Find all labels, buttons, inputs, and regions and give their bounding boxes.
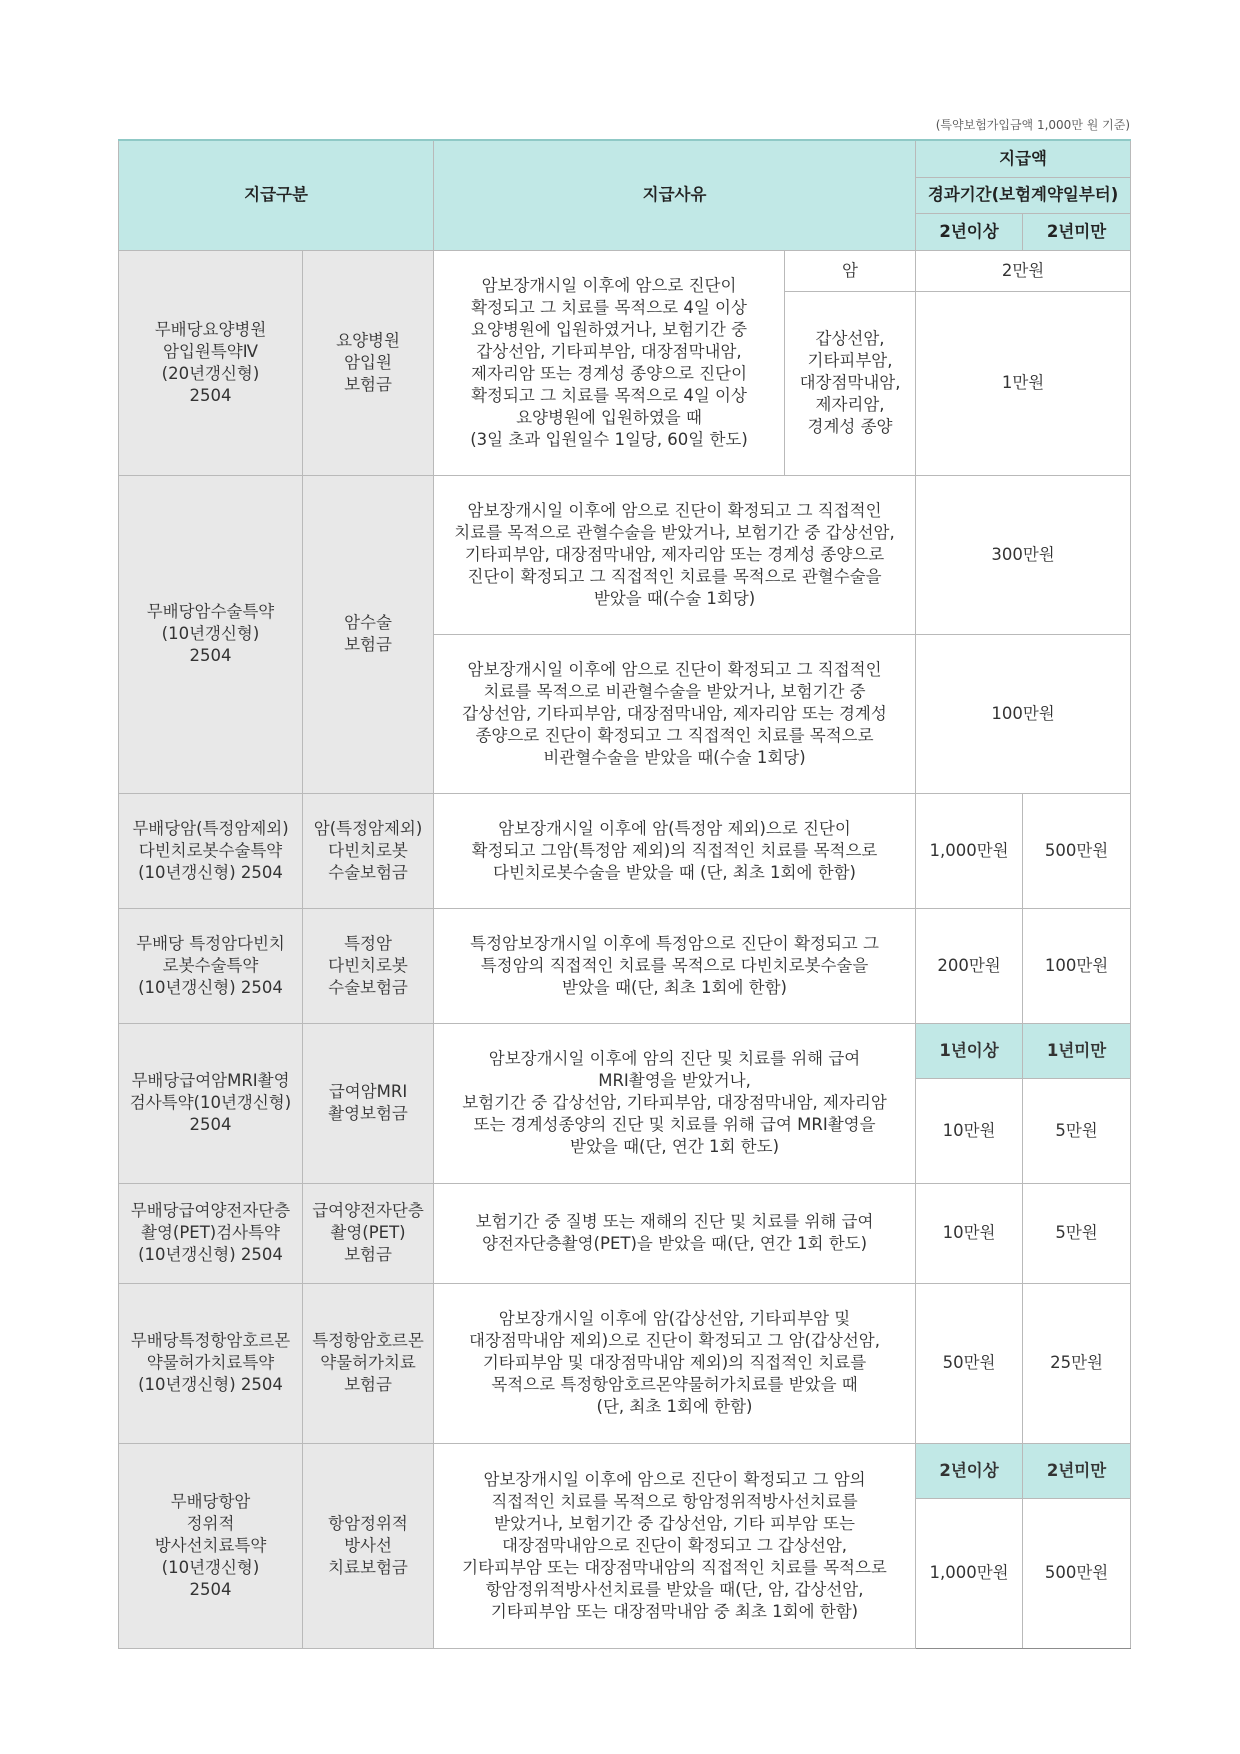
text-line: 무배당암수술특약 — [146, 602, 275, 621]
text-line: 특정암보장개시일 이후에 특정암으로 진단이 확정되고 그 — [470, 933, 879, 953]
payment-reason — [434, 908, 916, 1023]
text-line: 검사특약(10년갱신형) — [129, 1093, 292, 1112]
text-line: 약물허가치료특약 — [146, 1353, 275, 1372]
footnote-basis: (특약보험가입금액 1,000만 원 기준) — [935, 118, 1130, 132]
text-line: 다빈치로봇수술을 받았을 때 (단, 최초 1회에 한함) — [493, 862, 856, 882]
table-row — [119, 250, 1131, 291]
text-line: 촬영(PET) — [330, 1223, 406, 1242]
text-line: 암보장개시일 이후에 암으로 진단이 확정되고 그 암의 — [483, 1469, 866, 1489]
text-line: 무배당급여암MRI촬영 — [131, 1071, 290, 1090]
text-line: (20년갱신형) — [161, 363, 260, 383]
rider-name — [119, 793, 303, 908]
text-line: 항암정위적 — [328, 1513, 408, 1533]
text-line: 2504 — [189, 646, 232, 665]
text-line: 양전자단층촬영(PET)을 받았을 때(단, 연간 1회 한도) — [481, 1234, 868, 1253]
text-line: 암보장개시일 이후에 암으로 진단이 확정되고 그 직접적인 — [467, 500, 882, 520]
text-line: MRI촬영을 받았거나, — [598, 1071, 751, 1090]
text-line: 방사선치료특약 — [154, 1535, 267, 1555]
text-line: 갑상선암, 기타피부암, 대장점막내암, 제자리암 또는 경계성 — [462, 703, 887, 723]
header-period: 경과기간(보험계약일부터) — [916, 177, 1131, 213]
text-line: 특정항암호르몬 — [312, 1331, 424, 1350]
payment-amount: 1만원 — [916, 291, 1131, 475]
header-category: 지급구분 — [119, 140, 434, 250]
text-line: 또는 경계성종양의 진단 및 치료를 위해 급여 MRI촬영을 — [473, 1115, 876, 1134]
text-line: 암입원특약Ⅳ — [163, 341, 258, 361]
payment-reason — [434, 793, 916, 908]
header-row — [119, 140, 1131, 177]
text-line: 암(특정암제외) — [313, 818, 423, 838]
text-line: (10년갱신형) 2504 — [138, 977, 283, 997]
text-line: (단, 최초 1회에 한함) — [596, 1397, 753, 1416]
header-under-2y: 2년미만 — [1023, 213, 1131, 250]
amount-under: 5만원 — [1023, 1183, 1131, 1283]
text-line: 기타피부암 또는 대장점막내암 중 최초 1회에 한함) — [490, 1601, 859, 1621]
text-line: 암보장개시일 이후에 암(특정암 제외)으로 진단이 — [498, 818, 851, 838]
table-row — [119, 1443, 1131, 1498]
text-line: 암보장개시일 이후에 암(갑상선암, 기타피부암 및 — [498, 1309, 851, 1328]
text-line: 기타피부암, 대장점막내암, 제자리암 또는 경계성 종양으로 — [464, 544, 885, 564]
text-line: 암보장개시일 이후에 암으로 진단이 확정되고 그 직접적인 — [467, 659, 882, 679]
table-row — [119, 908, 1131, 1023]
rider-name — [119, 1183, 303, 1283]
text-line: 보험기간 중 질병 또는 재해의 진단 및 치료를 위해 급여 — [475, 1212, 874, 1231]
text-line: 확정되고 그 치료를 목적으로 4일 이상 — [471, 385, 747, 405]
period-over: 2년이상 — [916, 1443, 1023, 1498]
text-line: 제자리암, — [815, 395, 885, 414]
amount-under: 100만원 — [1023, 908, 1131, 1023]
payment-amount: 100만원 — [916, 634, 1131, 793]
cancer-type — [785, 250, 916, 291]
text-line: 무배당특정항암호르몬 — [130, 1331, 291, 1350]
text-line: 항암정위적방사선치료를 받았을 때(단, 암, 갑상선암, — [485, 1579, 864, 1599]
text-line: 암 — [842, 260, 858, 280]
benefit-name — [303, 1183, 434, 1283]
amount-over: 200만원 — [916, 908, 1023, 1023]
text-line: 받았을 때(수술 1회당) — [593, 588, 756, 608]
text-line: 기타피부암 또는 대장점막내암의 직접적인 치료를 목적으로 — [462, 1557, 887, 1577]
text-line: 무배당 특정암다빈치 — [136, 933, 285, 953]
benefit-name — [303, 793, 434, 908]
benefit-name — [303, 1283, 434, 1443]
text-line: 요양병원 — [336, 330, 400, 350]
period-under: 2년미만 — [1023, 1443, 1131, 1498]
text-line: 무배당요양병원 — [154, 319, 267, 339]
text-line: 보험금 — [344, 374, 392, 394]
text-line: (10년갱신형) 2504 — [138, 862, 283, 882]
table-row — [119, 793, 1131, 908]
text-line: 2504 — [189, 385, 232, 405]
text-line: 받았을 때(단, 최초 1회에 한함) — [562, 977, 787, 997]
rider-name — [119, 475, 303, 793]
text-line: 종양으로 진단이 확정되고 그 직접적인 치료를 목적으로 — [475, 725, 874, 745]
payment-reason — [434, 1443, 916, 1648]
benefit-table — [118, 139, 1131, 1649]
text-line: 대장점막내암, — [799, 373, 901, 392]
text-line: 보험금 — [344, 1245, 392, 1264]
text-line: 특정암 — [344, 933, 392, 953]
payment-amount: 2만원 — [916, 250, 1131, 291]
text-line: 목적으로 특정항암호르몬약물허가치료를 받았을 때 — [491, 1375, 858, 1394]
text-line: 진단이 확정되고 그 직접적인 치료를 목적으로 관혈수술을 — [467, 566, 882, 586]
rider-name — [119, 1283, 303, 1443]
amount-over: 10만원 — [916, 1183, 1023, 1283]
amount-over: 50만원 — [916, 1283, 1023, 1443]
payment-reason — [434, 634, 916, 793]
text-line: 무배당급여양전자단층 — [130, 1201, 291, 1220]
text-line: 받았거나, 보험기간 중 갑상선암, 기타 피부암 또는 — [494, 1513, 855, 1533]
table-row — [119, 1023, 1131, 1078]
benefit-name — [303, 1023, 434, 1183]
text-line: 확정되고 그암(특정암 제외)의 직접적인 치료를 목적으로 — [471, 840, 878, 860]
text-line: (10년갱신형) 2504 — [138, 1245, 283, 1264]
text-line: 보험금 — [344, 1375, 392, 1394]
amount-over: 1,000만원 — [916, 1498, 1023, 1648]
benefit-name — [303, 250, 434, 475]
header-amount: 지급액 — [916, 140, 1131, 177]
text-line: 촬영(PET)검사특약 — [141, 1223, 280, 1242]
amount-over: 10만원 — [916, 1078, 1023, 1183]
cancer-type — [785, 291, 916, 475]
text-line: 기타피부암 및 대장점막내암 제외)의 직접적인 치료를 — [482, 1353, 867, 1372]
text-line: 직접적인 치료를 목적으로 항암정위적방사선치료를 — [491, 1491, 858, 1511]
text-line: 로봇수술특약 — [162, 955, 259, 975]
amount-under: 25만원 — [1023, 1283, 1131, 1443]
text-line: 보험기간 중 갑상선암, 기타피부암, 대장점막내암, 제자리암 — [462, 1093, 887, 1112]
text-line: 급여양전자단층 — [312, 1201, 424, 1220]
text-line: 방사선 — [344, 1535, 392, 1555]
text-line: (10년갱신형) — [161, 624, 260, 643]
text-line: 경계성 종양 — [807, 417, 893, 436]
period-under: 1년미만 — [1023, 1023, 1131, 1078]
payment-reason — [434, 1023, 916, 1183]
text-line: 특정암의 직접적인 치료를 목적으로 다빈치로봇수술을 — [480, 955, 869, 975]
table-row — [119, 475, 1131, 634]
text-line: 갑상선암, — [815, 329, 885, 348]
text-line: 정위적 — [186, 1513, 235, 1533]
text-line: 촬영보험금 — [328, 1104, 408, 1123]
text-line: 비관혈수술을 받았을 때(수술 1회당) — [543, 747, 806, 767]
text-line: 요양병원에 입원하였을 때 — [516, 407, 702, 427]
text-line: 확정되고 그 치료를 목적으로 4일 이상 — [471, 297, 747, 317]
text-line: 수술보험금 — [328, 977, 408, 997]
amount-under: 5만원 — [1023, 1078, 1131, 1183]
rider-name — [119, 1023, 303, 1183]
rider-name — [119, 908, 303, 1023]
text-line: 급여암MRI — [328, 1082, 408, 1101]
period-over: 1년이상 — [916, 1023, 1023, 1078]
payment-amount: 300만원 — [916, 475, 1131, 634]
benefit-name — [303, 1443, 434, 1648]
text-line: 무배당항암 — [170, 1491, 251, 1511]
table-row — [119, 1183, 1131, 1283]
header-over-2y: 2년이상 — [916, 213, 1023, 250]
text-line: 요양병원에 입원하였거나, 보험기간 중 — [471, 319, 748, 339]
payment-reason — [434, 475, 916, 634]
text-line: 갑상선암, 기타피부암, 대장점막내암, — [476, 341, 742, 361]
text-line: 기타피부암, — [807, 351, 893, 370]
benefit-name — [303, 908, 434, 1023]
text-line: 다빈치로봇 — [328, 955, 408, 975]
text-line: 암수술 — [344, 613, 392, 632]
text-line: (10년갱신형) 2504 — [138, 1375, 283, 1394]
text-line: 보험금 — [344, 635, 392, 654]
payment-reason — [434, 1183, 916, 1283]
amount-under: 500만원 — [1023, 1498, 1131, 1648]
text-line: 암보장개시일 이후에 암으로 진단이 — [481, 275, 737, 295]
text-line: 다빈치로봇수술특약 — [138, 840, 283, 860]
text-line: 2504 — [189, 1579, 232, 1599]
text-line: 2504 — [189, 1115, 232, 1134]
text-line: 치료보험금 — [328, 1557, 408, 1577]
text-line: 대장점막내암으로 진단이 확정되고 그 갑상선암, — [502, 1535, 848, 1555]
header-reason: 지급사유 — [434, 140, 916, 250]
benefit-name — [303, 475, 434, 793]
text-line: 대장점막내암 제외)으로 진단이 확정되고 그 암(갑상선암, — [469, 1331, 880, 1350]
text-line: 다빈치로봇 — [328, 840, 408, 860]
amount-under: 500만원 — [1023, 793, 1131, 908]
text-line: 암입원 — [344, 352, 392, 372]
text-line: 받았을 때(단, 연간 1회 한도) — [570, 1137, 780, 1156]
amount-over: 1,000만원 — [916, 793, 1023, 908]
text-line: 치료를 목적으로 관혈수술을 받았거나, 보험기간 중 갑상선암, — [454, 522, 895, 542]
text-line: (3일 초과 입원일수 1일당, 60일 한도) — [470, 429, 748, 449]
text-line: 수술보험금 — [328, 862, 408, 882]
text-line: (10년갱신형) — [161, 1557, 260, 1577]
payment-reason — [434, 250, 785, 475]
payment-reason — [434, 1283, 916, 1443]
text-line: 암보장개시일 이후에 암의 진단 및 치료를 위해 급여 — [488, 1049, 861, 1068]
text-line: 무배당암(특정암제외) — [132, 818, 289, 838]
text-line: 약물허가치료 — [320, 1353, 416, 1372]
table-row — [119, 1283, 1131, 1443]
text-line: 제자리암 또는 경계성 종양으로 진단이 — [471, 363, 748, 383]
text-line: 치료를 목적으로 비관혈수술을 받았거나, 보험기간 중 — [483, 681, 866, 701]
rider-name — [119, 250, 303, 475]
rider-name — [119, 1443, 303, 1648]
